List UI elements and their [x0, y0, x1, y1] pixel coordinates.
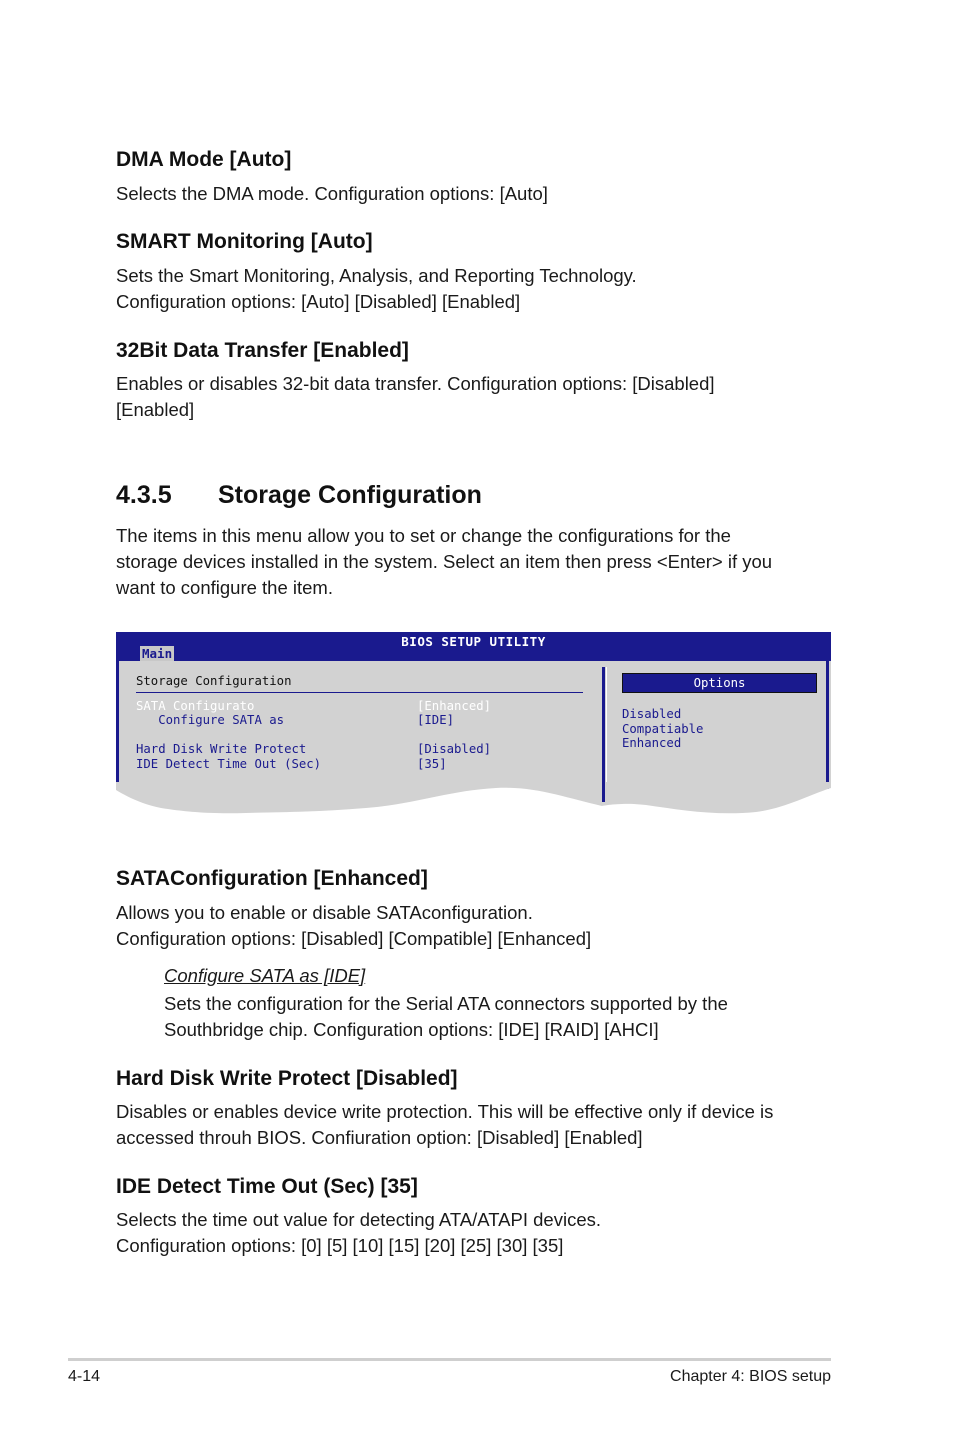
- chapter-label: Chapter 4: BIOS setup: [670, 1368, 831, 1385]
- page-number: 4-14: [68, 1368, 101, 1385]
- bios-option-compatible[interactable]: Compatiable: [622, 722, 704, 736]
- bios-left-border: [116, 661, 119, 789]
- bios-torn-edge: [116, 782, 831, 822]
- dma-mode-heading: DMA Mode [Auto]: [116, 148, 292, 171]
- bios-title-bar: [116, 632, 831, 661]
- smart-monitoring-description: Sets the Smart Monitoring, Analysis, and Reporting Technology. Configuration options: [Auto] [Disabled] [Enabled]: [116, 265, 637, 312]
- bios-right-border: [826, 661, 829, 789]
- bios-item-ide-timeout-value[interactable]: [35]: [417, 757, 447, 771]
- bios-panel-title: Storage Configuration: [136, 674, 292, 688]
- section-intro: The items in this menu allow you to set or change the configurations for the storage devices installed in the system. Select an item then press <Enter> if you want to configure the item.: [116, 525, 773, 598]
- bios-item-configure-sata-value[interactable]: [IDE]: [417, 713, 455, 727]
- bios-option-enhanced[interactable]: Enhanced: [622, 736, 682, 750]
- bios-screenshot: [116, 632, 831, 817]
- section-number: 4.3.5: [116, 481, 172, 509]
- bios-item-sata-value[interactable]: [Enhanced]: [417, 699, 492, 713]
- ide-timeout-description: Selects the time out value for detecting ATA/ATAPI devices. Configuration options: [0] [5] [10] [15] [20] [25] [30] [35]: [116, 1209, 602, 1256]
- section-title: Storage Configuration: [218, 481, 482, 509]
- configure-sata-subheading: Configure SATA as [IDE]: [164, 965, 366, 986]
- smart-monitoring-heading: SMART Monitoring [Auto]: [116, 230, 373, 253]
- 32bit-transfer-heading: 32Bit Data Transfer [Enabled]: [116, 339, 409, 362]
- dma-mode-description: Selects the DMA mode. Configuration options: [Auto]: [116, 183, 548, 204]
- bios-panel-rule: [136, 692, 583, 693]
- sata-config-heading: SATAConfiguration [Enhanced]: [116, 867, 428, 890]
- sata-config-description: Allows you to enable or disable SATAconfiguration. Configuration options: [Disabled] [Compatible] [Enhanced]: [116, 902, 592, 949]
- 32bit-transfer-description: Enables or disables 32-bit data transfer. Configuration options: [Disabled] [Enabled]: [116, 373, 715, 420]
- bios-item-configure-sata-label[interactable]: Configure SATA as: [136, 713, 285, 727]
- bios-options-header: Options: [622, 673, 817, 693]
- bios-item-sata-label[interactable]: SATA Configurato: [136, 699, 255, 713]
- bios-option-disabled[interactable]: Disabled: [622, 707, 682, 721]
- configure-sata-description: Sets the configuration for the Serial ATA connectors supported by the Southbridge chip. Configuration options: [IDE] [RAID] [AHCI]: [164, 993, 728, 1040]
- footer-rule: [68, 1358, 831, 1361]
- write-protect-heading: Hard Disk Write Protect [Disabled]: [116, 1067, 458, 1090]
- section-heading: [116, 481, 482, 510]
- bios-item-ide-timeout-label[interactable]: IDE Detect Time Out (Sec): [136, 757, 322, 771]
- bios-item-write-protect-value[interactable]: [Disabled]: [417, 742, 492, 756]
- ide-timeout-heading: IDE Detect Time Out (Sec) [35]: [116, 1175, 418, 1198]
- bios-title: BIOS SETUP UTILITY: [401, 634, 546, 649]
- write-protect-description: Disables or enables device write protection. This will be effective only if device is accessed throuh BIOS. Confiuration option: [Disabled] [Enabled]: [116, 1101, 774, 1148]
- bios-item-write-protect-label[interactable]: Hard Disk Write Protect: [136, 742, 307, 756]
- bios-tab-main[interactable]: Main: [142, 646, 173, 661]
